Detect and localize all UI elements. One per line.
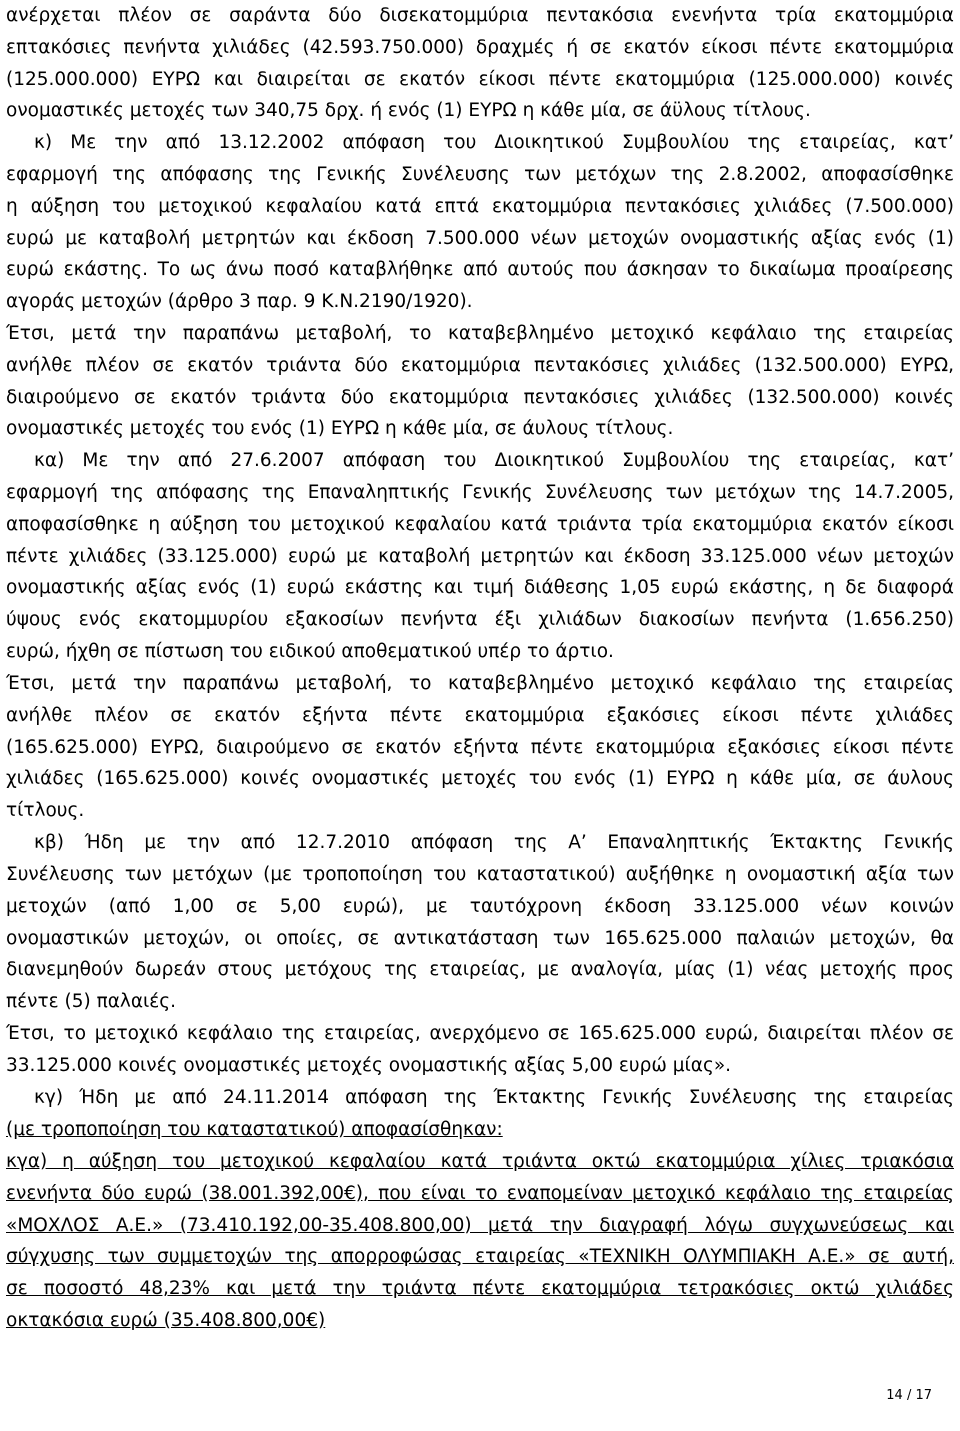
text-line: Έτσι, μετά την παραπάνω μεταβολή, το καταβεβλημένο μετοχικό κεφάλαιο της εταιρείας (6, 673, 954, 694)
text-line: κβ) Ήδη με την από 12.7.2010 απόφαση της Α’ Επαναληπτικής Έκτακτης Γενικής (34, 832, 954, 853)
text-line: διανεμηθούν δωρεάν στους μετόχους της εταιρείας, με αναλογία, μίας (1) νέας μετοχής προς (6, 959, 954, 981)
text-line: μετοχών (από 1,00 σε 5,00 ευρώ), με ταυτόχρονη έκδοση 33.125.000 νέων κοινών (6, 895, 954, 917)
paragraph-item-k (6, 127, 954, 159)
text-line: ύψους ενός εκατομμυρίου εξακοσίων πενήντα έξι χιλιάδων διακοσίων πενήντα (1.656.250) (6, 609, 954, 631)
paragraph-item-kg-decisions (6, 1114, 954, 1146)
paragraph-capital-after-ka (6, 668, 954, 827)
text-line: σύγχυσης των συμμετοχών της απορροφώσας εταιρείας «ΤΕΧΝΙΚΗ ΟΛΥΜΠΙΑΚΗ Α.Ε.» σε αυτή, (6, 1246, 954, 1268)
text-line: τίτλους. (6, 800, 85, 822)
text-line: ευρώ, ήχθη σε πίστωση του ειδικού αποθεματικού υπέρ το άρτιο. (6, 640, 614, 662)
paragraph-item-k-body (6, 159, 954, 318)
text-line: εφαρμογή της απόφασης της Επαναληπτικής Γενικής Συνέλευσης των μετόχων της 14.7.2005, (6, 482, 954, 503)
text-line: ονομαστικές μετοχές του ενός (1) ΕΥΡΩ η κάθε μία, σε άυλους τίτλους. (6, 418, 674, 440)
paragraph-share-capital-2001 (6, 0, 954, 127)
paragraph-item-kb (6, 827, 954, 859)
text-line: οκτακόσια ευρώ (35.408.800,00€) (6, 1309, 326, 1331)
text-line: ενενήντα δύο ευρώ (38.001.392,00€), που είναι το εναπομείναν μετοχικό κεφάλαιο της εταιρείας (6, 1182, 954, 1204)
text-line: Έτσι, μετά την παραπάνω μεταβολή, το καταβεβλημένο μετοχικό κεφάλαιο της εταιρείας (6, 323, 954, 344)
text-line: ονομαστικής αξίας ενός (1) ευρώ εκάστης και τιμή διάθεσης 1,05 ευρώ εκάστης, η δε διαφορά (6, 577, 954, 599)
paragraph-item-ka (6, 445, 954, 477)
text-line: ονομαστικών μετοχών, οι οποίες, σε αντικατάσταση των 165.625.000 παλαιών μετοχών, θα (6, 927, 954, 949)
text-line: χιλιάδες (165.625.000) κοινές ονομαστικές μετοχές του ενός (1) ΕΥΡΩ η κάθε μία, σε άυλους (6, 768, 954, 790)
text-line: ανέρχεται πλέον σε σαράντα δύο δισεκατομμύρια πεντακόσια ενενήντα τρία εκατομμύρια (6, 5, 954, 26)
text-line: διαιρούμενο σε εκατόν τριάντα δύο εκατομμύρια πεντακόσιες χιλιάδες (132.500.000) κοινές (6, 386, 954, 408)
text-line: κα) Με την από 27.6.2007 απόφαση του Διοικητικού Συμβουλίου της εταιρείας, κατ’ (34, 450, 954, 471)
text-line: ευρώ εκάστης. Το ως άνω ποσό καταβλήθηκε από αυτούς που άσκησαν το δικαίωμα προαίρεσης (6, 259, 954, 281)
text-line: 33.125.000 κοινές ονομαστικές μετοχές ονομαστικής αξίας 5,00 ευρώ μίας». (6, 1054, 732, 1076)
paragraph-capital-after-k (6, 318, 954, 445)
text-line: ονομαστικές μετοχές των 340,75 δρχ. ή ενός (1) ΕΥΡΩ η κάθε μία, σε άϋλους τίτλους. (6, 100, 811, 122)
text-line: κγα) η αύξηση του μετοχικού κεφαλαίου κατά τριάντα οκτώ εκατομμύρια χίλιες τριακόσια (6, 1151, 954, 1172)
text-line: «ΜΟΧΛΟΣ Α.Ε.» (73.410.192,00-35.408.800,00) μετά την διαγραφή λόγω συγχωνεύσεως και (6, 1214, 954, 1236)
text-line: κ) Με την από 13.12.2002 απόφαση του Διοικητικού Συμβουλίου της εταιρείας, κατ’ (34, 132, 954, 153)
paragraph-item-ka-body (6, 477, 954, 668)
text-line: εφαρμογή της απόφασης της Γενικής Συνέλευσης των μετόχων της 2.8.2002, αποφασίσθηκε (6, 164, 954, 185)
text-line: αποφασίσθηκε η αύξηση του μετοχικού κεφαλαίου κατά τριάντα τρία εκατομμύρια εκατόν είκοσι (6, 513, 954, 535)
text-line: κγ) Ήδη με από 24.11.2014 απόφαση της Έκτακτης Γενικής Συνέλευσης της εταιρείας (34, 1087, 954, 1108)
paragraph-item-kga (6, 1146, 954, 1337)
paragraph-item-kb-body (6, 859, 954, 1018)
paragraph-capital-after-kb (6, 1018, 954, 1082)
text-line: η αύξηση του μετοχικού κεφαλαίου κατά επτά εκατομμύρια πεντακόσιες χιλιάδες (7.500.000) (6, 195, 954, 217)
paragraph-item-kg (6, 1082, 954, 1114)
text-line: ανήλθε πλέον σε εκατόν τριάντα δύο εκατομμύρια πεντακόσιες χιλιάδες (132.500.000) ΕΥΡΩ, (6, 354, 954, 376)
text-line: πέντε χιλιάδες (33.125.000) ευρώ με καταβολή μετρητών και έκδοση 33.125.000 νέων μετοχών (6, 545, 954, 567)
text-line: ευρώ με καταβολή μετρητών και έκδοση 7.500.000 νέων μετοχών ονομαστικής αξίας ενός (1) (6, 227, 954, 249)
text-line: σε ποσοστό 48,23% και μετά την τριάντα πέντε εκατομμύρια τετρακόσιες οκτώ χιλιάδες (6, 1278, 954, 1300)
text-line: (με τροποποίηση του καταστατικού) αποφασίσθηκαν: (6, 1119, 503, 1140)
text-line: αγοράς μετοχών (άρθρο 3 παρ. 9 Κ.Ν.2190/1920). (6, 291, 473, 313)
text-line: ανήλθε πλέον σε εκατόν εξήντα πέντε εκατομμύρια εξακόσιες είκοσι πέντε χιλιάδες (6, 704, 954, 726)
text-line: επτακόσιες πενήντα χιλιάδες (42.593.750.000) δραχμές ή σε εκατόν είκοσι πέντε εκατομμύρια (6, 36, 954, 58)
text-line: (125.000.000) ΕΥΡΩ και διαιρείται σε εκατόν είκοσι πέντε εκατομμύρια (125.000.000) κοινές (6, 68, 954, 90)
text-line: πέντε (5) παλαιές. (6, 991, 177, 1013)
page-number: 14 / 17 (886, 1388, 932, 1403)
text-line: Συνέλευσης των μετόχων (με τροποποίηση του καταστατικού) αυξήθηκε η ονομαστική αξία των (6, 864, 954, 885)
text-line: Έτσι, το μετοχικό κεφάλαιο της εταιρείας, ανερχόμενο σε 165.625.000 ευρώ, διαιρείται πλέον σε (6, 1023, 954, 1044)
text-line: (165.625.000) ΕΥΡΩ, διαιρούμενο σε εκατόν εξήντα πέντε εκατομμύρια εξακόσιες είκοσι πέντε (6, 736, 954, 758)
